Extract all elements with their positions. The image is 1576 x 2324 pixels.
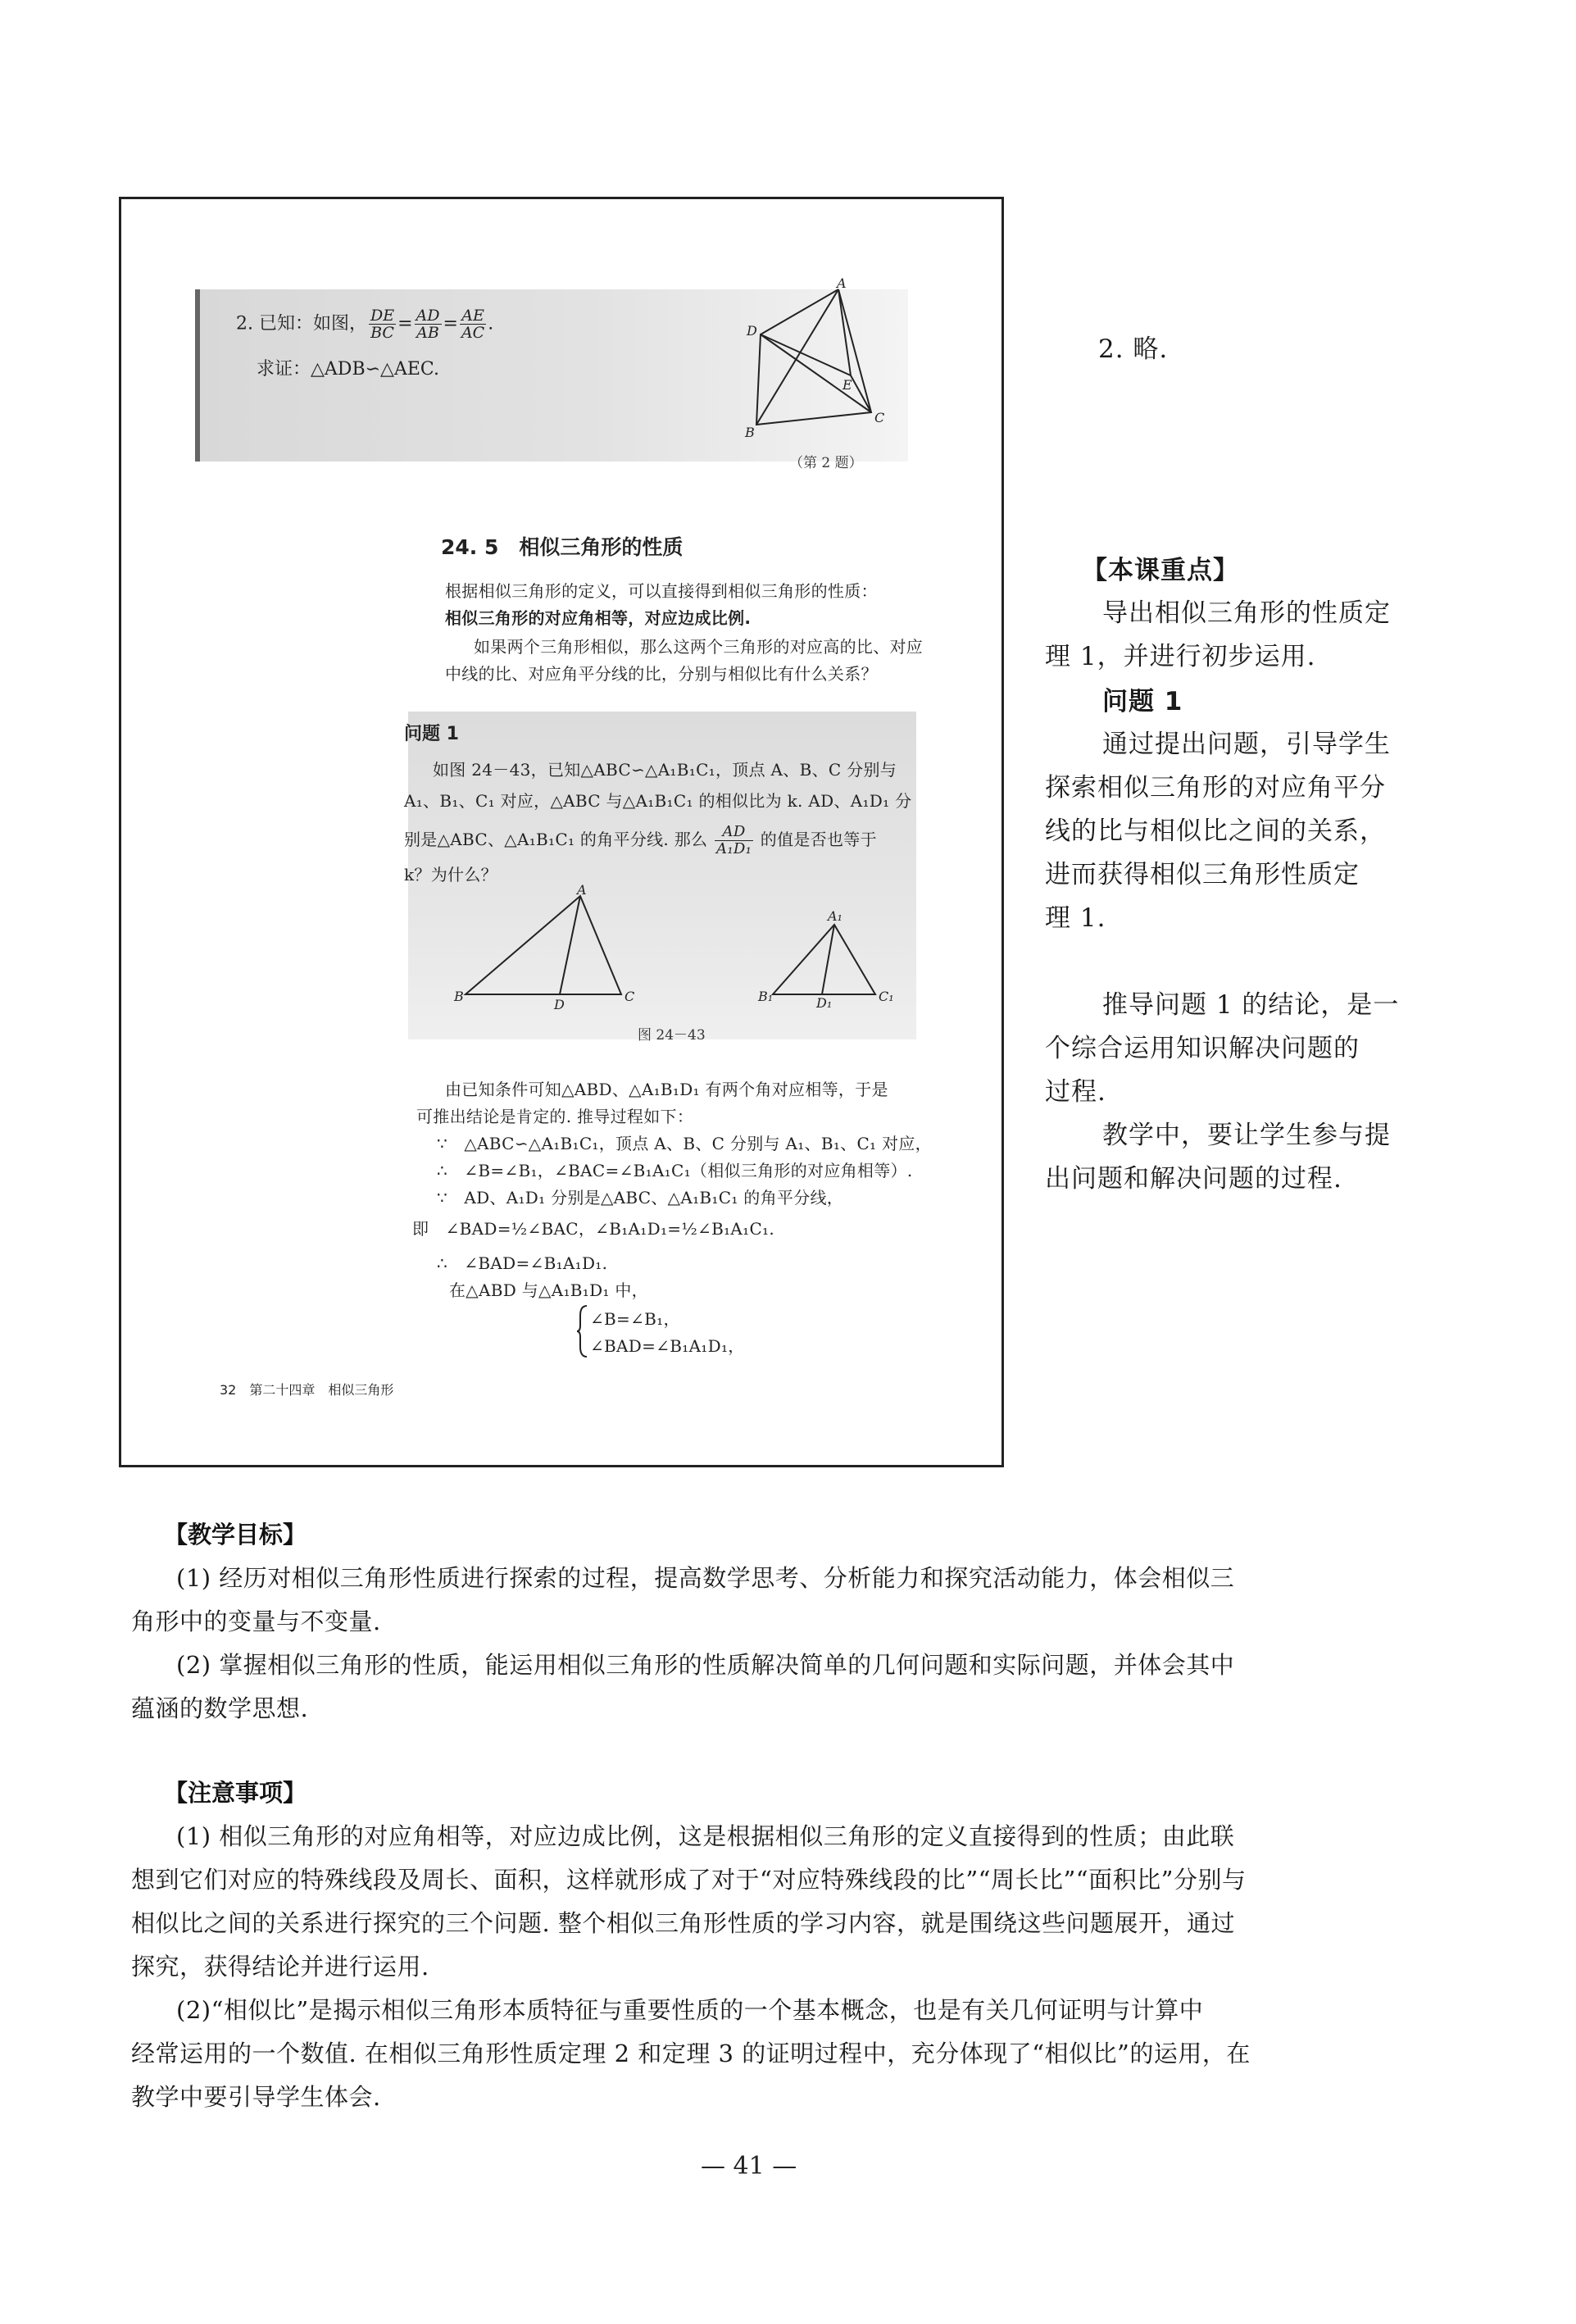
vertex-a: A <box>837 275 847 291</box>
period: . <box>488 313 494 334</box>
intro-line-bold: 相似三角形的对应角相等，对应边成比例. <box>445 608 752 628</box>
objective-line: (2) 掌握相似三角形的性质，能运用相似三角形的性质解决简单的几何问题和实际问题，并体会其中 <box>176 1651 1235 1679</box>
vertex-b: B <box>454 989 464 1004</box>
segment-dc <box>761 334 871 412</box>
segment-ae <box>838 289 851 375</box>
caution-line: 想到它们对应的特殊线段及周长、面积，这样就形成了对于“对应特殊线段的比”“周长比”“面积比”分别与 <box>131 1866 1247 1894</box>
problem-line: A₁、B₁、C₁ 对应，△ABC 与△A₁B₁C₁ 的相似比为 k. AD、A₁D₁ 分 <box>404 791 912 811</box>
proof-line: ∵ △ABC∽△A₁B₁C₁，顶点 A、B、C 分别与 A₁、B₁、C₁ 对应， <box>437 1134 932 1153</box>
textbook-page-image <box>119 197 1004 1467</box>
equals-sign: = <box>443 313 458 334</box>
objective-line: 角形中的变量与不变量. <box>131 1608 381 1635</box>
exercise-2-figure <box>724 275 904 445</box>
proof-line: 由已知条件可知△ABD、△A₁B₁D₁ 有两个角对应相等，于是 <box>445 1080 888 1099</box>
focus-line: 导出相似三角形的性质定 <box>1102 598 1391 628</box>
teach-note-line: 教学中，要让学生参与提 <box>1102 1121 1391 1150</box>
derive-note-line: 个综合运用知识解决问题的 <box>1045 1034 1360 1063</box>
fraction-ad-a1d1: $\frac{AD}{\text{A₁D₁}}$ <box>716 823 752 857</box>
proof-line: ∠B=∠B₁， <box>590 1309 680 1329</box>
vertex-a1: A₁ <box>828 908 843 924</box>
segment-ba <box>756 289 838 425</box>
caution-line: 教学中要引导学生体会. <box>131 2083 381 2111</box>
exercise-2-given <box>236 307 493 341</box>
problem-note-line: 探索相似三角形的对应角平分 <box>1045 773 1386 803</box>
objectives-heading: 【教学目标】 <box>164 1521 307 1549</box>
problem-line: k？为什么？ <box>404 865 497 885</box>
fraction-ae-ac: $\frac{AE}{AC}$ <box>461 307 485 342</box>
vertex-c: C <box>874 410 885 425</box>
proof-line: ∴ ∠B=∠B₁，∠BAC=∠B₁A₁C₁（相似三角形的对应角相等）. <box>437 1161 913 1180</box>
problem-note-line: 理 1. <box>1045 903 1106 933</box>
caution-line: 相似比之间的关系进行探究的三个问题. 整个相似三角形性质的学习内容，就是围绕这些问题展开，通过 <box>131 1909 1235 1937</box>
problem-note-line: 线的比与相似比之间的关系， <box>1045 816 1386 846</box>
bisector-a1d1 <box>822 925 834 994</box>
problem-1-title: 问题 1 <box>404 724 459 744</box>
intro-line: 中线的比、对应角平分线的比，分别与相似比有什么关系？ <box>445 664 878 684</box>
derive-note-line: 推导问题 1 的结论，是一 <box>1102 990 1400 1020</box>
objective-line: (1) 经历对相似三角形性质进行探索的过程，提高数学思考、分析能力和探究活动能力，体会相似三 <box>176 1564 1235 1592</box>
section-title: 24. 5 相似三角形的性质 <box>441 535 684 559</box>
exercise-2-prefix: 2. 已知：如图， <box>236 313 367 334</box>
figure-24-43 <box>454 882 916 1012</box>
vertex-d: D <box>747 323 757 339</box>
segment-de <box>761 334 851 375</box>
proof-line: ∴ ∠BAD=∠B₁A₁D₁. <box>437 1253 608 1273</box>
cautions-heading: 【注意事项】 <box>164 1779 307 1807</box>
problem-text: 的值是否也等于 <box>760 830 877 849</box>
vertex-e: E <box>843 377 852 393</box>
proof-line: 可推出结论是肯定的. 推导过程如下： <box>416 1107 694 1126</box>
problem-note-line: 通过提出问题，引导学生 <box>1102 730 1391 759</box>
teach-note-line: 出问题和解决问题的过程. <box>1045 1164 1342 1194</box>
focus-heading: 【本课重点】 <box>1082 556 1239 585</box>
proof-line: 在△ABD 与△A₁B₁D₁ 中， <box>449 1280 648 1300</box>
figure-24-43-caption: 图 24－43 <box>638 1027 706 1044</box>
vertex-b1: B₁ <box>758 989 774 1004</box>
vertex-d1: D₁ <box>816 995 833 1011</box>
vertex-c1: C₁ <box>879 989 894 1004</box>
brace <box>577 1304 588 1358</box>
problem-line-with-fraction <box>404 824 877 857</box>
problem-line: 如图 24－43，已知△ABC∽△A₁B₁C₁，顶点 A、B、C 分别与 <box>433 760 897 780</box>
proof-line: ∠BAD=∠B₁A₁D₁， <box>590 1336 745 1356</box>
segment-ec <box>851 375 871 412</box>
caution-line: 经常运用的一个数值. 在相似三角形性质定理 2 和定理 3 的证明过程中，充分体现了“相似比”的运用，在 <box>131 2040 1251 2067</box>
fraction-de-bc: $\frac{DE}{BC}$ <box>370 307 395 342</box>
caution-line: 探究，获得结论并进行运用. <box>131 1953 429 1981</box>
intro-line: 如果两个三角形相似，那么这两个三角形的对应高的比、对应 <box>474 637 924 657</box>
problem-note-line: 进而获得相似三角形性质定 <box>1045 860 1360 889</box>
intro-line: 根据相似三角形的定义，可以直接得到相似三角形的性质： <box>445 581 878 601</box>
fraction-ad-ab: $\frac{AD}{AB}$ <box>416 307 440 342</box>
equals-sign: = <box>397 313 413 334</box>
textbook-footer: 32 第二十四章 相似三角形 <box>220 1382 394 1398</box>
exercise-bar <box>195 289 200 462</box>
exercise-2-prove: 求证：△ADB∽△AEC. <box>257 359 439 380</box>
answer-2: 2. 略. <box>1098 334 1169 364</box>
vertex-d: D <box>554 997 565 1012</box>
page-number: — 41 — <box>701 2152 797 2181</box>
exercise-2-caption: （第 2 题） <box>789 455 863 471</box>
vertex-b: B <box>745 425 755 440</box>
vertex-c: C <box>624 989 635 1004</box>
caution-line: (1) 相似三角形的对应角相等，对应边成比例，这是根据相似三角形的定义直接得到的性质；由此联 <box>176 1822 1235 1850</box>
vertex-a: A <box>577 882 587 898</box>
derive-note-line: 过程. <box>1045 1077 1106 1107</box>
caution-line: (2)“相似比”是揭示相似三角形本质特征与重要性质的一个基本概念，也是有关几何证明与计算中 <box>176 1996 1204 2024</box>
proof-line: ∵ AD、A₁D₁ 分别是△ABC、△A₁B₁C₁ 的角平分线， <box>437 1188 844 1207</box>
objective-line: 蕴涵的数学思想. <box>131 1694 309 1722</box>
problem-text: 别是△ABC、△A₁B₁C₁ 的角平分线. 那么 <box>404 830 708 849</box>
problem-1-note-heading: 问题 1 <box>1102 687 1183 716</box>
triangle-abc <box>466 896 621 994</box>
focus-line: 理 1，并进行初步运用. <box>1045 642 1316 671</box>
proof-line: 即 ∠BAD=½∠BAC，∠B₁A₁D₁=½∠B₁A₁C₁. <box>412 1219 775 1239</box>
outer-quad <box>756 289 871 425</box>
